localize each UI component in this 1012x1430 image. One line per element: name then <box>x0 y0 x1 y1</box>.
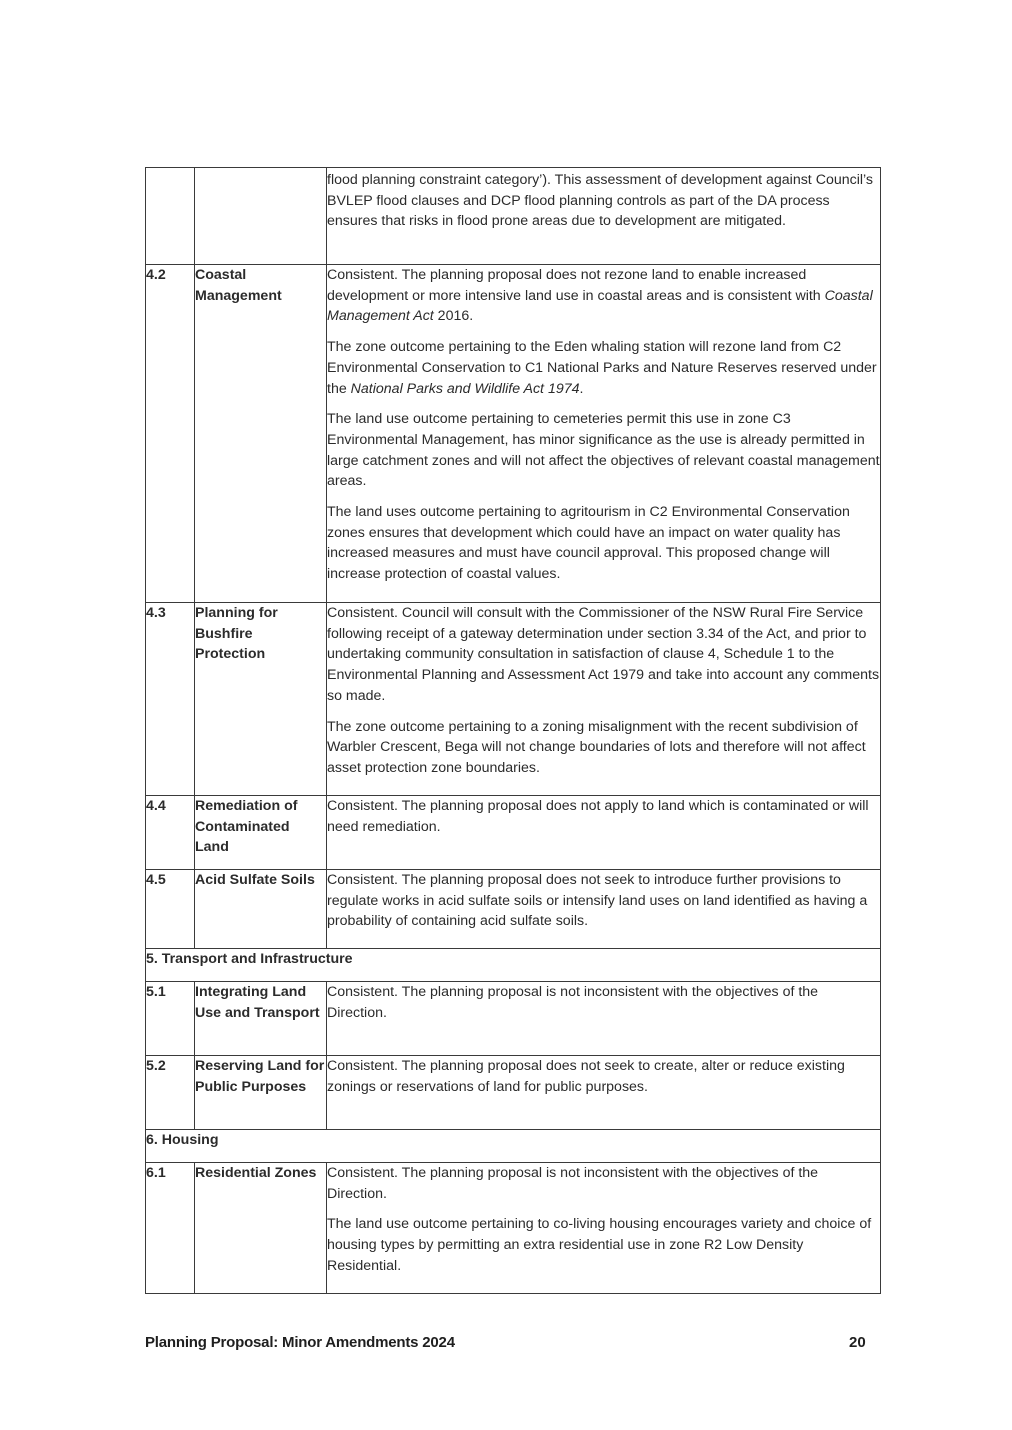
paragraph: Consistent. The planning proposal does not rezone land to enable increased development or more intensive land use in coastal areas and is consistent with Coastal Management Act 2016. <box>327 267 873 325</box>
paragraph: The zone outcome pertaining to the Eden whaling station will rezone land from C2 Environmental Conservation to C1 National Parks and Nature Reserves reserved under the National Parks and Wildlife Act 1974. <box>327 339 877 397</box>
row-number: 4.3 <box>146 603 195 796</box>
table-row <box>146 982 881 1056</box>
paragraph: The land use outcome pertaining to cemeteries permit this use in zone C3 Environmental Management, has minor significance as the use is already permitted in large catchment zones and will not affect the objectives of relevant coastal management areas. <box>327 411 880 490</box>
section-heading: 5. Transport and Infrastructure <box>146 949 881 982</box>
paragraph: flood planning constraint category’). This assessment of development against Council’s BVLEP flood clauses and DCP flood planning controls as part of the DA process ensures that risks in flood prone areas due to development are mitigated. <box>327 172 873 230</box>
row-title: Planning for Bushfire Protection <box>195 603 327 796</box>
row-title: Acid Sulfate Soils <box>195 870 327 949</box>
table-row <box>146 796 881 870</box>
table-row <box>146 1056 881 1130</box>
row-title: Residential Zones <box>195 1163 327 1294</box>
table-row <box>146 265 881 603</box>
row-title <box>195 168 327 265</box>
paragraph: Consistent. Council will consult with the Commissioner of the NSW Rural Fire Service following receipt of a gateway determination under section 3.34 of the Act, and prior to undertaking community consultation in satisfaction of clause 4, Schedule 1 to the Environmental Planning and Assessment Act 1979 and take into account any comments so made. <box>327 605 880 704</box>
row-body <box>327 982 881 1056</box>
row-number: 6.1 <box>146 1163 195 1294</box>
paragraph: Consistent. The planning proposal does not seek to introduce further provisions to regulate works in acid sulfate soils or intensify land uses on land identified as having a probability of containing acid sulfate soils. <box>327 872 868 930</box>
row-number: 5.2 <box>146 1056 195 1130</box>
table-row <box>146 603 881 796</box>
row-body <box>327 1163 881 1294</box>
consistency-table <box>145 167 881 1294</box>
row-body <box>327 265 881 603</box>
paragraph: Consistent. The planning proposal is not inconsistent with the objectives of the Direction. <box>327 1165 819 1202</box>
paragraph: Consistent. The planning proposal is not inconsistent with the objectives of the Direction. <box>327 984 819 1021</box>
paragraph: The land uses outcome pertaining to agritourism in C2 Environmental Conservation zones ensures that development which could have an impact on water quality has increased measures and must have council approval. This proposed change will increase protection of coastal values. <box>327 504 850 583</box>
paragraph: The zone outcome pertaining to a zoning misalignment with the recent subdivision of Warbler Crescent, Bega will not change boundaries of lots and therefore will not affect asset protection zone boundaries. <box>327 718 866 776</box>
section-row <box>146 1130 881 1163</box>
section-heading: 6. Housing <box>146 1130 881 1163</box>
row-number: 4.4 <box>146 796 195 870</box>
row-number: 4.5 <box>146 870 195 949</box>
footer-page-number: 20 <box>849 1334 866 1351</box>
section-row <box>146 949 881 982</box>
row-title: Reserving Land for Public Purposes <box>195 1056 327 1130</box>
row-number <box>146 168 195 265</box>
paragraph: The land use outcome pertaining to co-living housing encourages variety and choice of housing types by permitting an extra residential use in zone R2 Low Density Residential. <box>327 1216 872 1274</box>
paragraph: Consistent. The planning proposal does not apply to land which is contaminated or will need remediation. <box>327 798 869 835</box>
row-number: 5.1 <box>146 982 195 1056</box>
table-row <box>146 870 881 949</box>
footer-document-title: Planning Proposal: Minor Amendments 2024 <box>145 1334 455 1351</box>
row-body <box>327 1056 881 1130</box>
row-body <box>327 168 881 265</box>
row-body <box>327 870 881 949</box>
row-title: Coastal Management <box>195 265 327 603</box>
row-title: Integrating Land Use and Transport <box>195 982 327 1056</box>
table-row <box>146 168 881 265</box>
row-body <box>327 796 881 870</box>
paragraph: Consistent. The planning proposal does not seek to create, alter or reduce existing zonings or reservations of land for public purposes. <box>327 1058 845 1095</box>
row-body <box>327 603 881 796</box>
row-number: 4.2 <box>146 265 195 603</box>
table-row <box>146 1163 881 1294</box>
row-title: Remediation of Contaminated Land <box>195 796 327 870</box>
